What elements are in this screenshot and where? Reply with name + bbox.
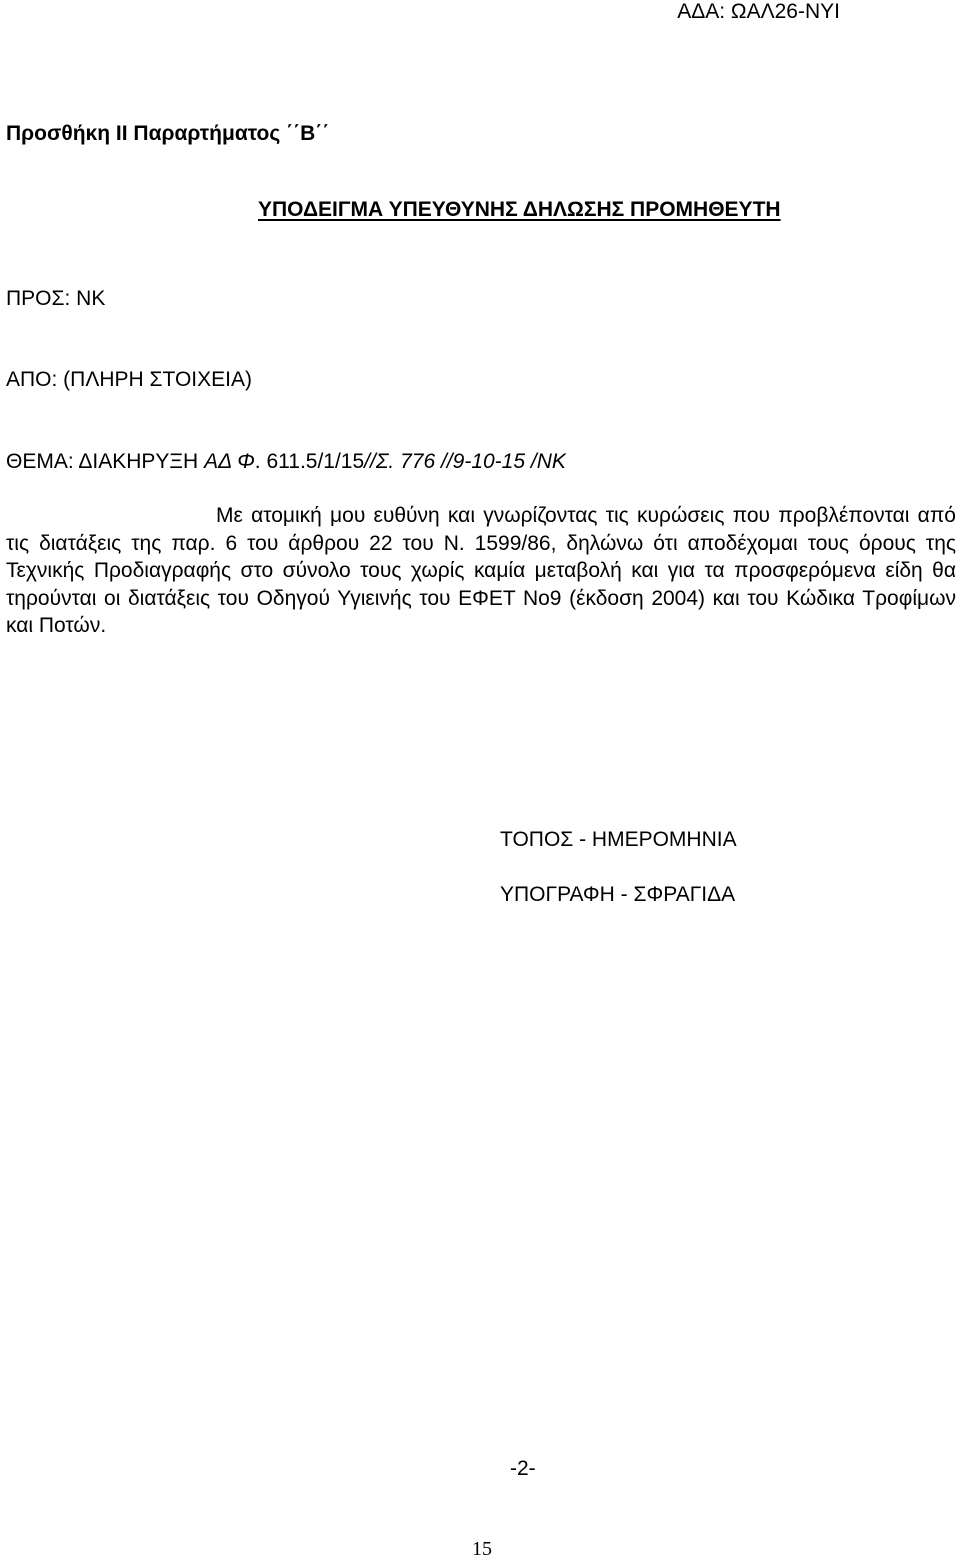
subject-ref-italic-1: ΑΔ Φ [204,450,255,473]
signature-stamp-label: ΥΠΟΓΡΑΦΗ - ΣΦΡΑΓΙΔΑ [500,883,736,906]
addendum-title: Προσθήκη ΙΙ Παραρτήματος ΄΄Β΄΄ [6,122,330,145]
document-title: ΥΠΟΔΕΙΓΜΑ ΥΠΕΥΘΥΝΗΣ ΔΗΛΩΣΗΣ ΠΡΟΜΗΘΕΥΤΗ [258,198,781,221]
page-label: -2- [510,1457,536,1480]
subject-prefix: ΘΕΜΑ: ΔΙΑΚΗΡΥΞΗ [6,450,205,473]
ada-code: ΑΔΑ: ΩΑΛ26-ΝΥΙ [677,0,840,23]
sender-line: ΑΠΟ: (ΠΛΗΡΗ ΣΤΟΙΧΕΙΑ) [6,368,252,391]
folio-number: 15 [472,1538,492,1560]
subject-ref-italic-2: //Σ. 776 //9-10-15 /ΝΚ [364,450,566,473]
subject-line [6,450,566,474]
place-date-label: ΤΟΠΟΣ - ΗΜΕΡΟΜΗΝΙΑ [500,828,737,851]
subject-ref-plain: . 611.5/1/15 [254,450,365,473]
recipient-line: ΠΡΟΣ: ΝΚ [6,287,106,310]
declaration-paragraph: Με ατομική μου ευθύνη και γνωρίζοντας τις κυρώσεις που προβλέπονται από τις διατάξεις της παρ. 6 του άρθρου 22 του Ν. 1599/86, δηλώνω ότι αποδέχομαι τους όρους της Τεχνικής Προδιαγραφής στο σύνολο τους χωρίς καμία μεταβολή και για τα προσφερόμενα είδη θα τηρούνται οι διατάξεις του Οδηγού Υγιεινής του ΕΦΕΤ Νο9 (έκδοση 2004) και του Κώδικα Τροφίμων και Ποτών. [6,504,956,637]
